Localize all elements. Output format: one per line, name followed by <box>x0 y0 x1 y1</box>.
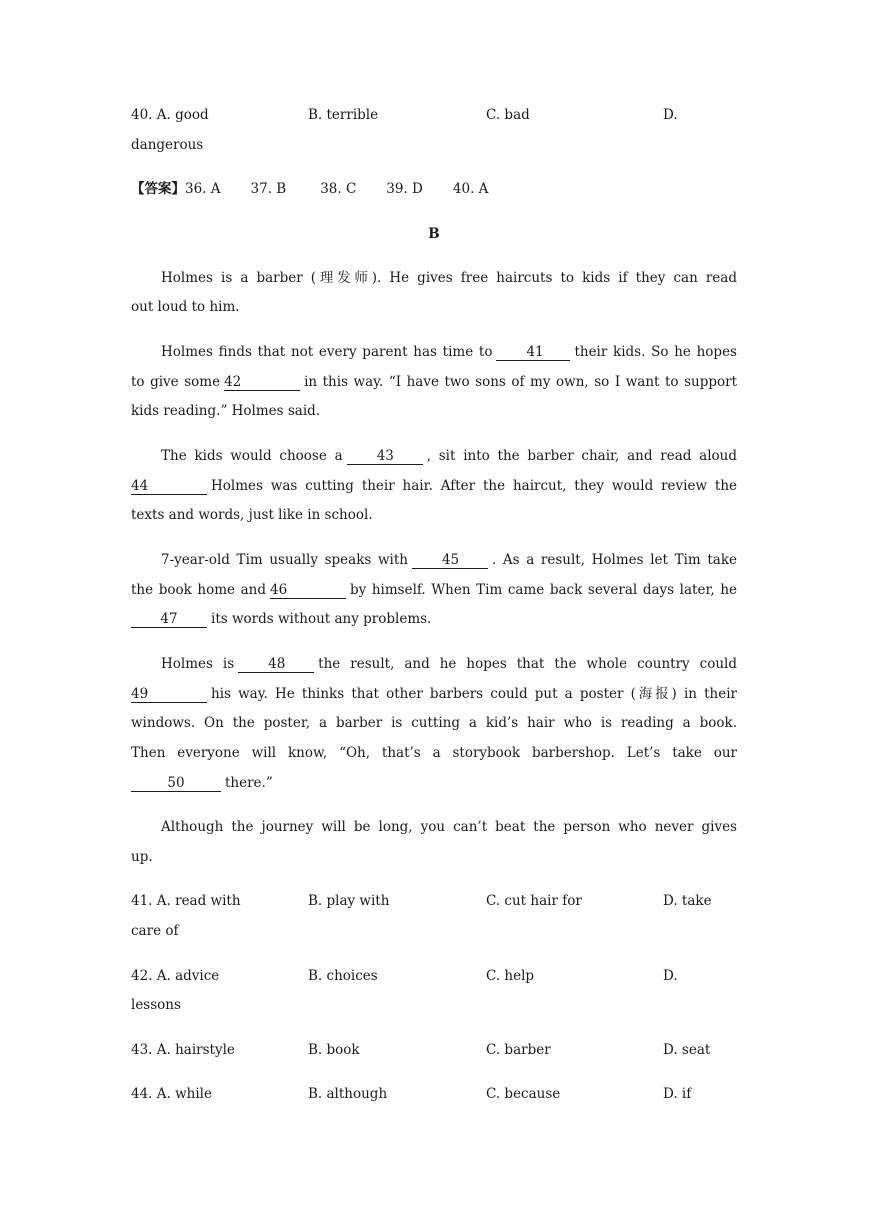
option-d: D. <box>663 107 678 123</box>
option-d: D. take <box>663 893 712 909</box>
paragraph-3-line-3: texts and words, just like in school. <box>131 507 373 523</box>
answer-item: 39. D <box>386 181 423 197</box>
blank-45[interactable]: 45 <box>412 552 488 569</box>
paragraph-2-line-1: Holmes finds that not every parent has time to 41 their kids. So he hopes <box>161 344 737 360</box>
option-a: 43. A. hairstyle <box>131 1042 235 1058</box>
option-a: 44. A. while <box>131 1086 212 1102</box>
option-b: B. play with <box>308 893 390 909</box>
paragraph-1-line-2: out loud to him. <box>131 299 240 315</box>
option-d-continuation: lessons <box>131 997 181 1013</box>
section-title: B <box>428 226 440 242</box>
answer-key <box>131 179 488 199</box>
blank-43[interactable]: 43 <box>347 448 423 465</box>
paragraph-1-line-1: Holmes is a barber (理发师). He gives free haircuts to kids if they can read <box>161 270 737 286</box>
paragraph-6-line-2: up. <box>131 849 153 865</box>
blank-49[interactable]: 49 <box>131 686 207 703</box>
paragraph-2-line-3: kids reading.” Holmes said. <box>131 403 321 419</box>
option-b: B. although <box>308 1086 388 1102</box>
paragraph-4-line-3: 47 its words without any problems. <box>131 609 431 629</box>
option-c: C. cut hair for <box>486 893 582 909</box>
blank-44[interactable]: 44 <box>131 478 207 495</box>
blank-41[interactable]: 41 <box>496 344 570 361</box>
answer-label: 【答案】 <box>131 181 185 197</box>
option-c: C. because <box>486 1086 561 1102</box>
paragraph-3-line-1: The kids would choose a 43 , sit into the barber chair, and read aloud <box>161 448 737 464</box>
paragraph-5-line-1: Holmes is 48 the result, and he hopes that the whole country could <box>161 656 737 672</box>
paragraph-6-line-1: Although the journey will be long, you can’t beat the person who never gives <box>161 819 737 835</box>
option-b: B. choices <box>308 968 378 984</box>
option-c: C. help <box>486 968 535 984</box>
paragraph-3-line-2: 44 Holmes was cutting their hair. After the haircut, they would review the <box>131 478 737 494</box>
option-d: D. <box>663 968 678 984</box>
paragraph-5-line-5: 50 there.” <box>131 773 273 793</box>
blank-47[interactable]: 47 <box>131 611 207 628</box>
answer-item: 36. A <box>185 181 221 197</box>
option-a: 40. A. good <box>131 107 209 123</box>
paragraph-5-line-3: windows. On the poster, a barber is cutting a kid’s hair who is reading a book. <box>131 715 737 731</box>
option-b: B. book <box>308 1042 360 1058</box>
paragraph-5-line-4: Then everyone will know, “Oh, that’s a storybook barbershop. Let’s take our <box>131 745 737 761</box>
blank-42[interactable]: 42 <box>224 374 300 391</box>
paragraph-4-line-1: 7-year-old Tim usually speaks with 45 . As a result, Holmes let Tim take <box>161 552 737 568</box>
blank-48[interactable]: 48 <box>238 656 314 673</box>
option-a: 41. A. read with <box>131 893 241 909</box>
option-c: C. bad <box>486 107 530 123</box>
option-d: D. seat <box>663 1042 711 1058</box>
paragraph-4-line-2: the book home and 46 by himself. When Tim came back several days later, he <box>131 582 738 598</box>
paragraph-2-line-2: to give some 42 in this way. “I have two sons of my own, so I want to support <box>131 374 737 390</box>
option-d-continuation: dangerous <box>131 137 204 153</box>
option-a: 42. A. advice <box>131 968 220 984</box>
paragraph-5-line-2: 49 his way. He thinks that other barbers could put a poster (海报) in their <box>131 686 737 702</box>
option-c: C. barber <box>486 1042 551 1058</box>
blank-50[interactable]: 50 <box>131 775 221 792</box>
answer-item: 40. A <box>452 181 489 197</box>
option-b: B. terrible <box>308 107 379 123</box>
answer-item: 38. C <box>320 181 357 197</box>
blank-46[interactable]: 46 <box>270 582 346 599</box>
answer-item: 37. B <box>250 181 287 197</box>
option-d: D. if <box>663 1086 692 1102</box>
option-d-continuation: care of <box>131 923 179 939</box>
